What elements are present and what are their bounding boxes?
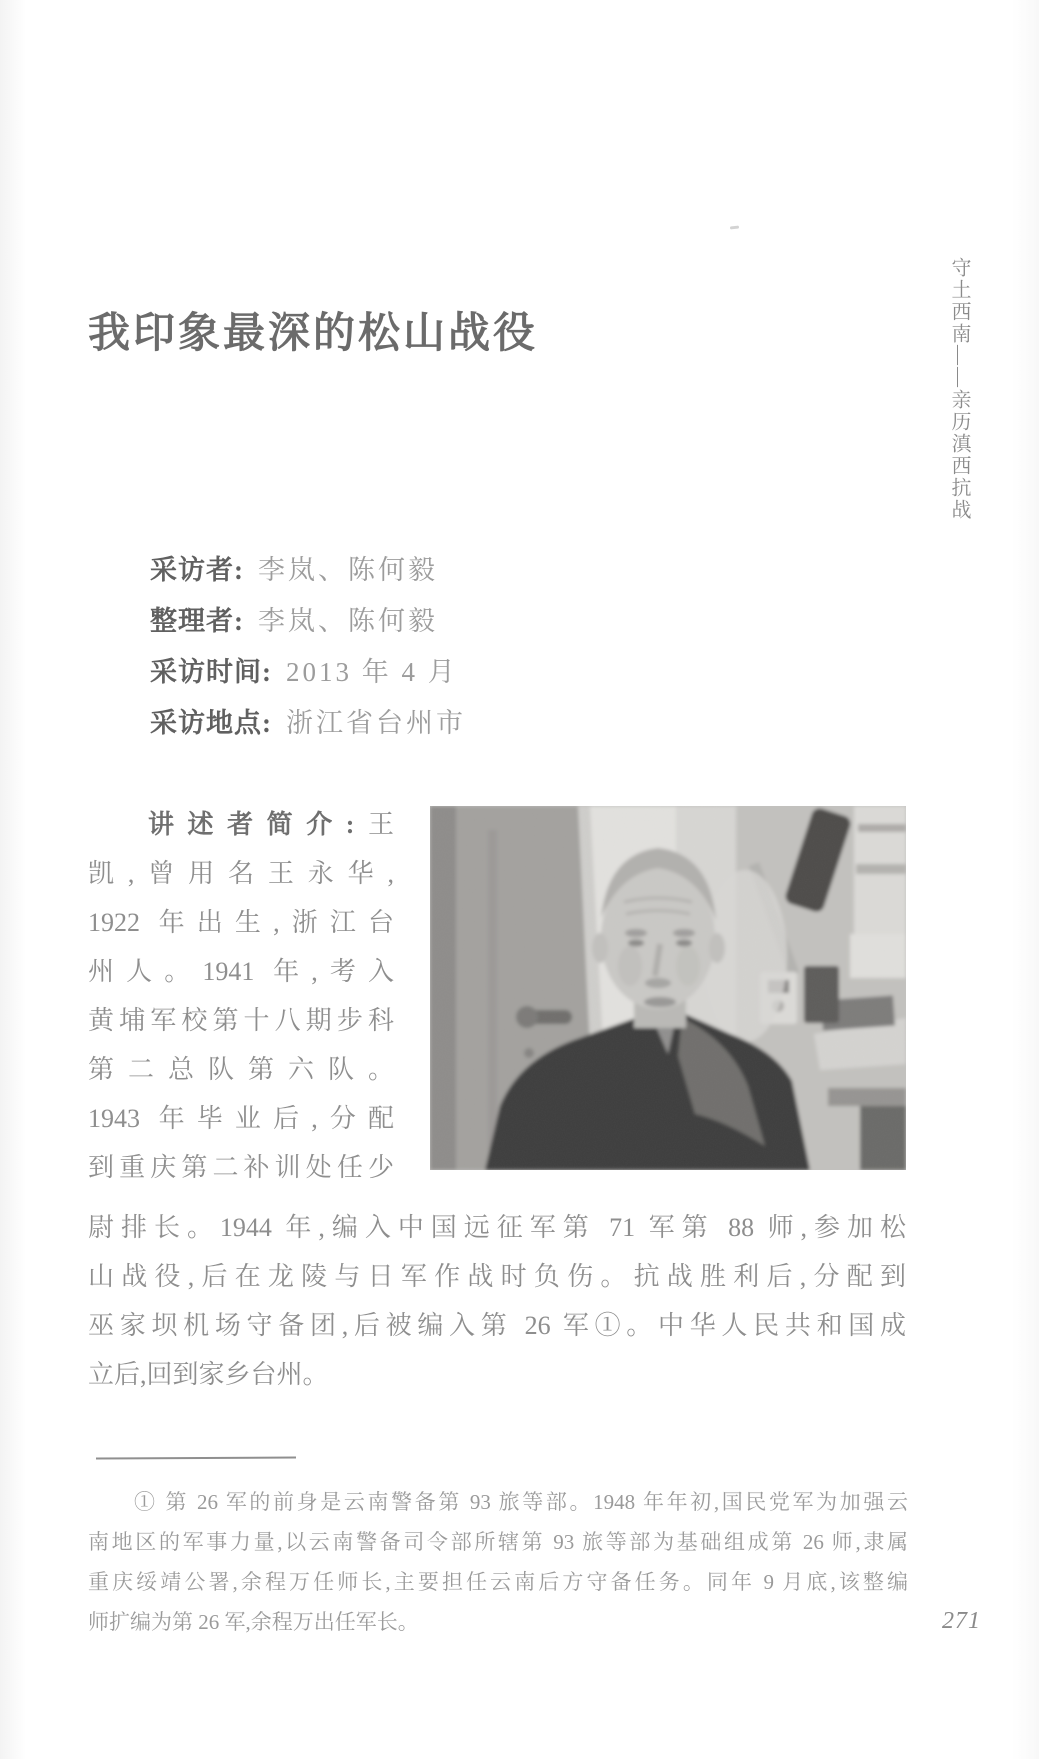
interviewee-photo-graphic [430, 806, 906, 1170]
bio-line [88, 800, 394, 849]
bio-line: 1922 年出生,浙江台 [88, 908, 394, 937]
bio-line: 黄埔军校第十八期步科 [88, 1006, 394, 1035]
meta-row-interviewer [150, 545, 466, 596]
meta-value: 李岚、陈何毅 [258, 606, 438, 636]
bio-line: 尉排长。1944 年,编入中国远征军第 71 军第 88 师,参加松 [88, 1213, 906, 1242]
meta-value: 2013 年 4 月 [286, 657, 458, 687]
meta-value: 李岚、陈何毅 [258, 555, 438, 585]
meta-label: 采访时间: [150, 657, 272, 687]
scan-artifact [730, 226, 739, 230]
meta-row-interview-place [150, 698, 466, 749]
bio-intro-rest: 王 [354, 810, 394, 839]
meta-label: 采访地点: [150, 708, 272, 738]
meta-value: 浙江省台州市 [286, 708, 466, 738]
chapter-title: 我印象最深的松山战役 [88, 311, 539, 357]
bio-line: 1943 年毕业后,分配 [88, 1104, 394, 1133]
footnote-line: ① 第 26 军的前身是云南警备第 93 旅等部。1948 年年初,国民党军为加强云 [134, 1490, 908, 1514]
bio-line: 巫家坝机场守备团,后被编入第 26 军①。中华人民共和国成 [88, 1311, 906, 1340]
footnote-divider [96, 1456, 296, 1459]
meta-label: 采访者: [150, 555, 244, 585]
bio-line: 凯,曾用名王永华, [88, 859, 394, 888]
footnote-line: 重庆绥靖公署,余程万任师长,主要担任云南后方守备任务。同年 9 月底,该整编 [88, 1570, 908, 1594]
interviewee-photo [430, 806, 906, 1170]
footnote-line: 师扩编为第 26 军,余程万出任军长。 [88, 1610, 419, 1634]
footnote-line: 南地区的军事力量,以云南警备司令部所辖第 93 旅等部为基础组成第 26 师,隶属 [88, 1530, 908, 1554]
bio-intro-label: 讲述者简介: [148, 810, 355, 839]
meta-row-interview-time [150, 647, 466, 698]
bio-line: 立后,回到家乡台州。 [88, 1360, 329, 1389]
bio-left-column [88, 800, 394, 1192]
footnote [88, 1482, 908, 1642]
bio-line: 到重庆第二补训处任少 [88, 1153, 394, 1182]
bio-line: 州人。1941 年,考入 [88, 957, 394, 986]
interview-meta [150, 545, 466, 749]
meta-row-editor [150, 596, 466, 647]
book-side-caption: 守土西南——亲历滇西抗战 [948, 257, 970, 521]
meta-label: 整理者: [150, 606, 244, 636]
page-number: 271 [942, 1608, 981, 1634]
bio-line: 第二总队第六队。 [88, 1055, 394, 1084]
bio-full-width [88, 1203, 906, 1399]
bio-line: 山战役,后在龙陵与日军作战时负伤。抗战胜利后,分配到 [88, 1262, 906, 1291]
